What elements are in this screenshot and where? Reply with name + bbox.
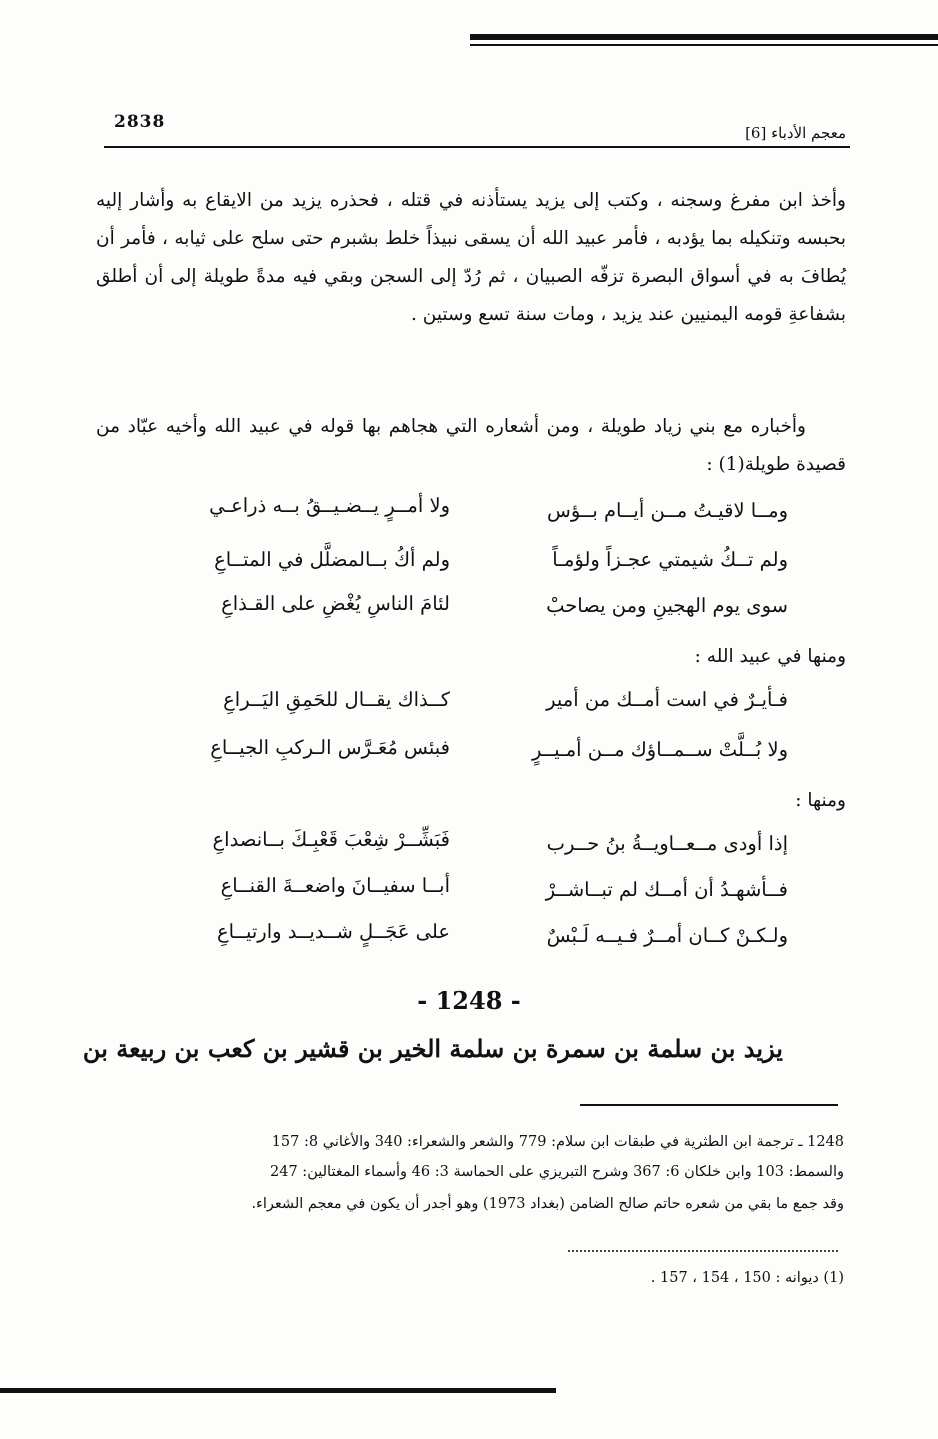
poem-intro-2: ومنها في عبيد الله : — [694, 646, 846, 667]
verse-hemistich-right: فــأشهـدُ أن أمــك لم تبــاشــرْ — [545, 878, 788, 901]
verse-hemistich-right: سوى يوم الهجينِ ومن يصاحبْ — [546, 594, 788, 617]
verse-hemistich-right: فـأيـرٌ في است أمــك من أمير — [546, 688, 788, 711]
verse-hemistich-left: كــذاك يقــال للحَمِقِ اليَــراعِ — [223, 688, 450, 711]
top-rule — [470, 34, 938, 40]
footnote-1: (1) ديوانه : 150 ، 154 ، 157 . — [650, 1270, 844, 1286]
verse-hemistich-right: ومــا لاقيـتُ مــن أيــام بــؤس — [547, 499, 788, 522]
verse-hemistich-right: ولم تــكُ شيمتي عجـزاً ولؤمـاً — [552, 548, 788, 571]
verse-hemistich-left: على عَجَــلٍ شــديــد وارتيــاعِ — [216, 920, 450, 943]
footnote-rule — [580, 1104, 838, 1106]
entry-number: - 1248 - — [417, 986, 521, 1015]
footnote-separator — [568, 1250, 838, 1252]
verse-hemistich-right: إذا أودى مــعــاويــةُ بنُ حــرب — [546, 832, 788, 855]
verse-hemistich-left: ولا أمــرٍ يــضـيــقُ بــه ذراعـي — [209, 494, 450, 517]
footnote-bio-line: والسمط: 103 وابن خلكان 6: 367 وشرح التبريزي على الحماسة 3: 46 وأسماء المغتالين: 247 — [270, 1164, 844, 1180]
poem-intro-3: ومنها : — [795, 790, 846, 811]
top-rule-thin — [470, 44, 938, 46]
verse-hemistich-right: ولا بُــلَّتْ ســمــاؤك مــن أمـيــرٍ — [531, 738, 788, 761]
page-number: 2838 — [114, 112, 166, 132]
book-title: معجم الأدباء [6] — [745, 124, 846, 142]
header-rule — [104, 146, 850, 148]
body-paragraph-1: وأخذ ابن مفرغ وسجنه ، وكتب إلى يزيد يستأذنه في قتله ، فحذره يزيد من الايقاع به وأشار إليه بحبسه وتنكيله بما يؤدبه ، فأمر عبيد الله أن يسقى نبيذاً خلط بشبرم حتى سلح على ثيابه ، فأمر أن يُطافَ به في أسواق البصرة تزفّه الصبيان ، ثم رُدّ إلى السجن وبقي فيه مدةً طويلة إلى أن أطلق بشفاعةِ قومه اليمنيين عند يزيد ، ومات سنة تسع وستين . — [96, 190, 846, 325]
verse-hemistich-left: أبــا سفيــانَ واضعــةَ القنــاعِ — [220, 874, 450, 897]
footnote-bio-line: 1248 ـ ترجمة ابن الطثرية في طبقات ابن سلام: 779 والشعر والشعراء: 340 والأغاني 8: 157 — [271, 1134, 844, 1150]
entry-heading: يزيد بن سلمة بن سمرة بن سلمة الخير بن قشير بن كعب بن ربيعة بن — [82, 1034, 783, 1063]
verse-hemistich-right: ولـكـنْ كــان أمــرٌ فـيــه لَـبْسٌ — [546, 924, 788, 947]
verse-hemistich-left: فَبَشِّــرْ شِعْبَ قَعْبِـكَ بــانصداعِ — [212, 828, 450, 851]
body-paragraph-2: وأخباره مع بني زياد طويلة ، ومن أشعاره التي هجاهم بها قوله في عبيد الله وأخيه عبّاد من قصيدة طويلة(1) : — [96, 416, 846, 475]
footnote-bio-line: وقد جمع ما بقي من شعره حاتم صالح الضامن (بغداد 1973) وهو أجدر أن يكون في معجم الشعراء. — [251, 1196, 844, 1212]
bottom-rule — [0, 1388, 556, 1393]
verse-hemistich-left: فبئس مُعَـرَّس الـركبِ الجيــاعِ — [210, 736, 450, 759]
verse-hemistich-left: لئامَ الناسِ يُغْضِ على القـذاعِ — [221, 592, 450, 615]
verse-hemistich-left: ولم أكُ بــالمضلَّل في المتــاعِ — [214, 548, 450, 571]
